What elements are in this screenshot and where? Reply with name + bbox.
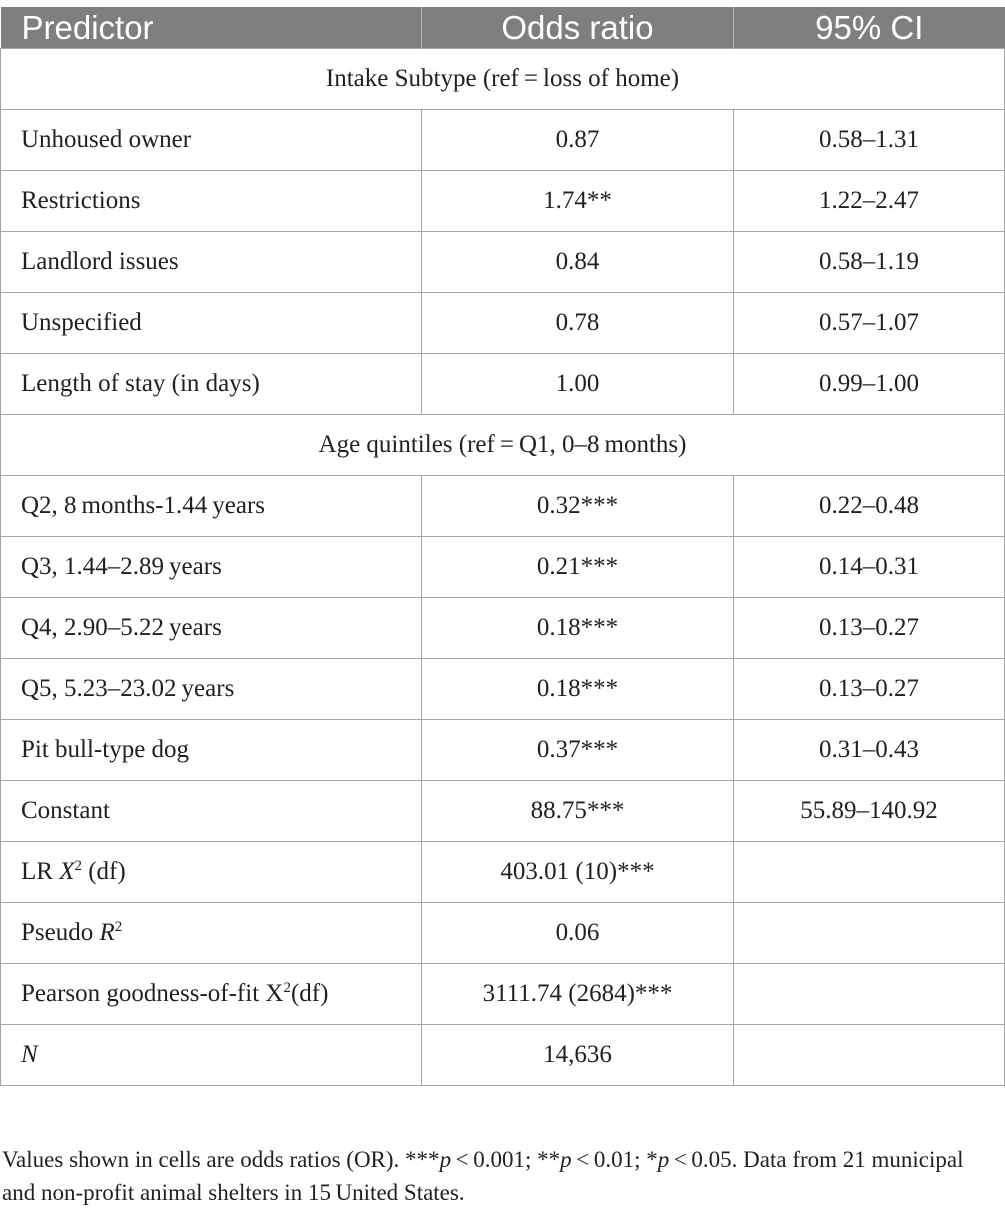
footnote-p: p [560, 1147, 572, 1172]
table-row [1, 537, 1005, 598]
ci-cell [734, 964, 1005, 1025]
odds-ratio-cell: 88.75*** [422, 781, 734, 842]
predictor-cell: Constant [1, 781, 422, 842]
footnote-text: < 0.05. Data from 21 municipal and non-profit animal shelters in 15 United States. [2, 1147, 964, 1205]
odds-ratio-cell: 0.37*** [422, 720, 734, 781]
predictor-cell: Unhoused owner [1, 110, 422, 171]
section-label-intake: Intake Subtype (ref = loss of home) [1, 49, 1005, 110]
pearson-superscript: 2 [283, 980, 291, 997]
ci-cell: 0.14–0.31 [734, 537, 1005, 598]
header-odds-ratio: Odds ratio [422, 7, 734, 49]
ci-cell [734, 903, 1005, 964]
odds-ratio-cell: 0.87 [422, 110, 734, 171]
header-row [1, 7, 1005, 49]
footnote-text: Values shown in cells are odds ratios (OR). *** [2, 1147, 440, 1172]
table-row [1, 171, 1005, 232]
odds-ratio-cell: 14,636 [422, 1025, 734, 1086]
ci-cell: 0.57–1.07 [734, 293, 1005, 354]
lr-superscript: 2 [74, 858, 82, 875]
predictor-cell [1, 964, 422, 1025]
lr-var: X [59, 858, 75, 886]
table-row [1, 659, 1005, 720]
table-row [1, 110, 1005, 171]
ci-cell: 1.22–2.47 [734, 171, 1005, 232]
section-row-age [1, 415, 1005, 476]
predictor-cell: Landlord issues [1, 232, 422, 293]
section-row-intake [1, 49, 1005, 110]
n-var: N [21, 1041, 38, 1069]
odds-ratio-cell: 1.00 [422, 354, 734, 415]
footnote-text: < 0.01; * [571, 1147, 658, 1172]
predictor-cell: Unspecified [1, 293, 422, 354]
predictor-cell: Q4, 2.90–5.22 years [1, 598, 422, 659]
ci-cell: 0.31–0.43 [734, 720, 1005, 781]
lr-prefix: LR [21, 858, 60, 886]
predictor-cell: Length of stay (in days) [1, 354, 422, 415]
predictor-cell: Q3, 1.44–2.89 years [1, 537, 422, 598]
ci-cell: 0.58–1.31 [734, 110, 1005, 171]
odds-ratio-cell: 0.18*** [422, 659, 734, 720]
predictor-cell: Q5, 5.23–23.02 years [1, 659, 422, 720]
odds-ratio-cell: 3111.74 (2684)*** [422, 964, 734, 1025]
pseudo-var: R [99, 919, 115, 947]
table-row [1, 476, 1005, 537]
pseudo-superscript: 2 [114, 919, 123, 936]
ci-cell: 0.99–1.00 [734, 354, 1005, 415]
table-row-pseudo [1, 903, 1005, 964]
table-row [1, 598, 1005, 659]
footnote-text: < 0.001; ** [451, 1147, 561, 1172]
ci-cell: 0.13–0.27 [734, 598, 1005, 659]
odds-ratio-cell: 0.84 [422, 232, 734, 293]
section-label-age: Age quintiles (ref = Q1, 0–8 months) [1, 415, 1005, 476]
pearson-suffix: (df) [290, 980, 329, 1008]
odds-ratio-cell: 0.32*** [422, 476, 734, 537]
table-row [1, 720, 1005, 781]
table-footnote [2, 1143, 1002, 1209]
regression-table [0, 7, 1005, 1086]
ci-cell: 55.89–140.92 [734, 781, 1005, 842]
odds-ratio-cell: 1.74** [422, 171, 734, 232]
ci-cell: 0.13–0.27 [734, 659, 1005, 720]
odds-ratio-cell: 0.18*** [422, 598, 734, 659]
pearson-prefix: Pearson goodness-of-fit X [21, 980, 284, 1008]
ci-cell [734, 842, 1005, 903]
footnote-p: p [657, 1147, 670, 1172]
table-row [1, 232, 1005, 293]
table-row-lr [1, 842, 1005, 903]
predictor-cell: Q2, 8 months-1.44 years [1, 476, 422, 537]
odds-ratio-cell: 0.21*** [422, 537, 734, 598]
footnote-p: p [439, 1147, 452, 1172]
predictor-cell [1, 903, 422, 964]
lr-suffix: (df) [81, 858, 126, 886]
table-row-pearson [1, 964, 1005, 1025]
table-row [1, 293, 1005, 354]
odds-ratio-cell: 403.01 (10)*** [422, 842, 734, 903]
ci-cell [734, 1025, 1005, 1086]
predictor-cell: Restrictions [1, 171, 422, 232]
odds-ratio-cell: 0.78 [422, 293, 734, 354]
predictor-cell: Pit bull-type dog [1, 720, 422, 781]
header-predictor: Predictor [1, 7, 422, 49]
ci-cell: 0.58–1.19 [734, 232, 1005, 293]
ci-cell: 0.22–0.48 [734, 476, 1005, 537]
table-row-n [1, 1025, 1005, 1086]
predictor-cell [1, 842, 422, 903]
pseudo-prefix: Pseudo [21, 919, 100, 947]
table-row [1, 354, 1005, 415]
table-row [1, 781, 1005, 842]
predictor-cell [1, 1025, 422, 1086]
odds-ratio-cell: 0.06 [422, 903, 734, 964]
header-ci: 95% CI [734, 7, 1005, 49]
